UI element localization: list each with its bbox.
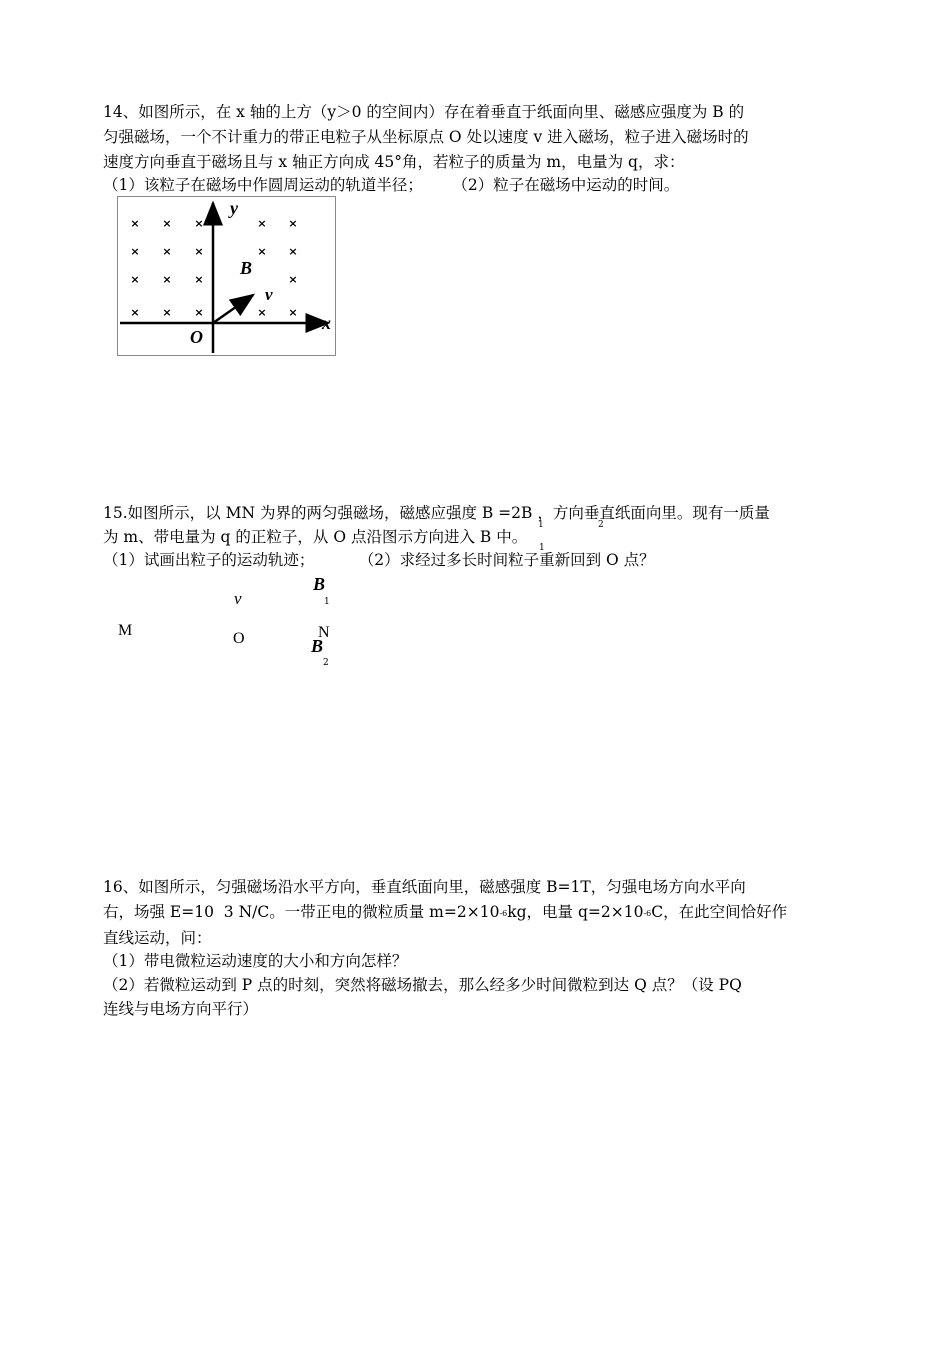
q15-b2-subscript: 2 xyxy=(598,520,604,530)
q15-b2-label-subscript: 2 xyxy=(323,658,329,668)
q15-b1-label-subscript: 1 xyxy=(324,597,330,607)
q14-line-2: 匀强磁场，一个不计重力的带正电粒子从坐标原点 O 处以速度 v 进入磁场，粒子进入磁场时的 xyxy=(103,128,749,146)
q16-mass-exponent: -6 xyxy=(499,909,508,918)
q15-line-3: （1）试画出粒子的运动轨迹； （2）求经过多长时间粒子重新回到 O 点？ xyxy=(103,551,655,569)
field-cross-mark: × xyxy=(162,217,172,230)
y-axis-label: y xyxy=(230,198,238,218)
field-cross-mark: × xyxy=(194,245,204,258)
q16-line-4: （1）带电微粒运动速度的大小和方向怎样？ xyxy=(103,952,408,970)
field-cross-mark: × xyxy=(194,217,204,230)
field-cross-mark: × xyxy=(194,273,204,286)
q16-line-1: 16、如图所示，匀强磁场沿水平方向，垂直纸面向里，磁感强度 B=1T，匀强电场方向水平向 xyxy=(103,878,746,896)
field-cross-mark: × xyxy=(162,245,172,258)
q14-figure xyxy=(117,196,336,356)
field-cross-mark: × xyxy=(257,217,267,230)
field-cross-mark: × xyxy=(288,245,298,258)
velocity-arrow xyxy=(213,295,253,323)
q16-line-6: 连线与电场方向平行） xyxy=(103,1000,259,1018)
q14-line-1: 14、如图所示，在 x 轴的上方（y＞0 的空间内）存在着垂直于纸面向里、磁感应强度为 B 的 xyxy=(103,103,745,121)
q15-n-label: N xyxy=(318,624,330,641)
q16-line-3: 直线运动，问： xyxy=(103,929,212,947)
q15-b-in-subscript: 1 xyxy=(539,543,545,553)
q16-line-2-part-b: kg，电量 q=2×10 xyxy=(507,903,644,921)
field-cross-mark: × xyxy=(288,217,298,230)
x-axis-label: x xyxy=(322,313,331,333)
q15-b1-subscript: 1 xyxy=(538,520,544,530)
origin-label: O xyxy=(190,327,203,347)
field-cross-mark: × xyxy=(130,217,140,230)
field-cross-mark: × xyxy=(162,306,172,319)
q16-line-2-part-c: C，在此空间恰好作 xyxy=(651,903,788,921)
field-cross-mark: × xyxy=(288,273,298,286)
velocity-label: v xyxy=(265,285,273,304)
field-cross-mark: × xyxy=(130,273,140,286)
q15-b1-label: B xyxy=(313,574,326,594)
q15-line-2: 为 m、带电量为 q 的正粒子，从 O 点沿图示方向进入 B 中。 xyxy=(103,528,528,546)
field-b-label: B xyxy=(240,258,253,278)
q16-charge-exponent: -6 xyxy=(643,909,652,918)
q15-b2-label: B xyxy=(311,636,324,656)
field-cross-mark: × xyxy=(257,245,267,258)
field-cross-mark: × xyxy=(257,306,267,319)
q14-line-4: （1）该粒子在磁场中作圆周运动的轨道半径； （2）粒子在磁场中运动的时间。 xyxy=(103,176,680,194)
q15-o-label: O xyxy=(233,630,245,647)
field-cross-mark: × xyxy=(130,245,140,258)
field-cross-mark: × xyxy=(130,306,140,319)
field-cross-mark: × xyxy=(162,273,172,286)
q16-line-2-part-a: 右，场强 E=10 3 N/C。一带正电的微粒质量 m=2×10 xyxy=(103,903,500,921)
q16-line-2 xyxy=(103,902,787,924)
q15-velocity-label: v xyxy=(234,589,242,608)
q15-m-label: M xyxy=(118,622,133,639)
q14-diagram xyxy=(118,197,335,355)
q15-line-1: 15.如图所示，以 MN 为界的两匀强磁场，磁感应强度 B =2B ，方向垂直纸面向里。现有一质量 xyxy=(103,504,770,522)
q16-line-5: （2）若微粒运动到 P 点的时刻，突然将磁场撤去，那么经多少时间微粒到达 Q 点？（设 PQ xyxy=(103,976,742,994)
field-cross-mark: × xyxy=(288,306,298,319)
q14-line-3: 速度方向垂直于磁场且与 x 轴正方向成 45°角，若粒子的质量为 m，电量为 q，求： xyxy=(103,153,685,171)
field-cross-mark: × xyxy=(194,306,204,319)
